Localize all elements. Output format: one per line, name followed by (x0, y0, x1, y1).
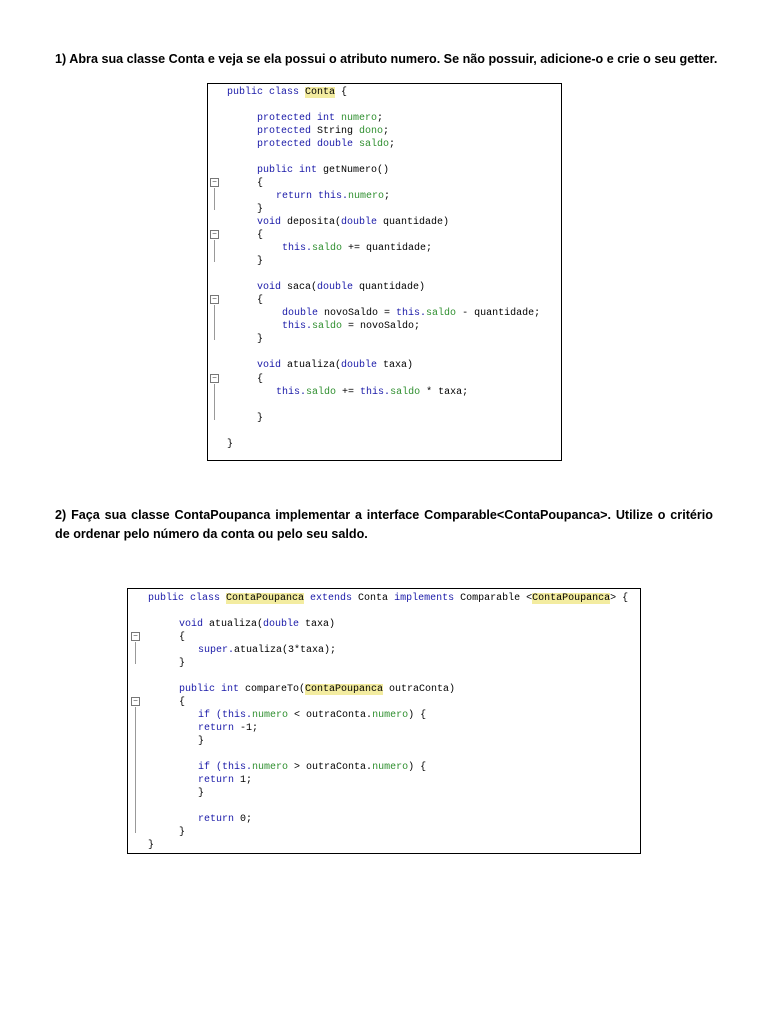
fold-guide (214, 384, 215, 420)
fold-guide (135, 707, 136, 833)
code-line: { (257, 178, 264, 189)
code-line: double novoSaldo = this.saldo - quantidade; (282, 308, 541, 319)
code-line: } (179, 827, 186, 838)
code-line: void deposita(double quantidade) (257, 217, 450, 228)
code-line: } (198, 788, 205, 799)
question-1-number: 1) (55, 52, 67, 66)
code-line: { (179, 697, 186, 708)
code-line: } (227, 439, 234, 450)
fold-guide (135, 642, 136, 664)
code-line: public int getNumero() (257, 165, 390, 176)
code-line: { (257, 230, 264, 241)
collapse-icon[interactable]: − (210, 374, 219, 383)
code-line: protected String dono; (257, 126, 390, 137)
question-2-number: 2) (55, 508, 67, 522)
code-line: public class ContaPoupanca extends Conta implements Comparable <ContaPoupanca> { (148, 593, 629, 604)
code-line: return 0; (198, 814, 253, 825)
code-screenshot-contapoupanca (127, 588, 641, 854)
code-line: super.atualiza(3*taxa); (198, 645, 337, 656)
question-2-text: Faça sua classe ContaPoupanca implementar a interface Comparable<ContaPoupanca>. Utilize o critério de ordenar pelo número da conta ou pelo seu saldo. (55, 508, 714, 541)
fold-guide (214, 188, 215, 210)
code-line: } (198, 736, 205, 747)
code-line: } (148, 840, 155, 851)
fold-guide (214, 240, 215, 262)
code-line: public class Conta { (227, 87, 348, 98)
code-line: if (this.numero > outraConta.numero) { (198, 762, 427, 773)
collapse-icon[interactable]: − (210, 295, 219, 304)
code-line: void atualiza(double taxa) (257, 360, 414, 371)
code-screenshot-conta (207, 83, 562, 461)
code-line: } (257, 334, 264, 345)
question-1 (55, 50, 717, 69)
question-2 (55, 506, 713, 544)
code-line: protected double saldo; (257, 139, 396, 150)
code-line: return this.numero; (276, 191, 391, 202)
collapse-icon[interactable]: − (210, 230, 219, 239)
collapse-icon[interactable]: − (131, 697, 140, 706)
code-line: void atualiza(double taxa) (179, 619, 336, 630)
code-line: protected int numero; (257, 113, 384, 124)
code-line: } (257, 256, 264, 267)
code-line: public int compareTo(ContaPoupanca outraConta) (179, 684, 456, 695)
code-line: } (257, 204, 264, 215)
code-line: this.saldo = novoSaldo; (282, 321, 421, 332)
code-line: this.saldo += quantidade; (282, 243, 433, 254)
collapse-icon[interactable]: − (210, 178, 219, 187)
code-line: { (257, 374, 264, 385)
code-line: } (179, 658, 186, 669)
code-line: return 1; (198, 775, 253, 786)
fold-guide (214, 305, 215, 340)
code-line: if (this.numero < outraConta.numero) { (198, 710, 427, 721)
code-line: { (257, 295, 264, 306)
question-1-text: Abra sua classe Conta e veja se ela possui o atributo numero. Se não possuir, adicione-o e crie o seu getter. (69, 52, 718, 66)
code-line: { (179, 632, 186, 643)
code-line: } (257, 413, 264, 424)
code-line: return -1; (198, 723, 259, 734)
collapse-icon[interactable]: − (131, 632, 140, 641)
code-line: this.saldo += this.saldo * taxa; (276, 387, 469, 398)
code-line: void saca(double quantidade) (257, 282, 426, 293)
